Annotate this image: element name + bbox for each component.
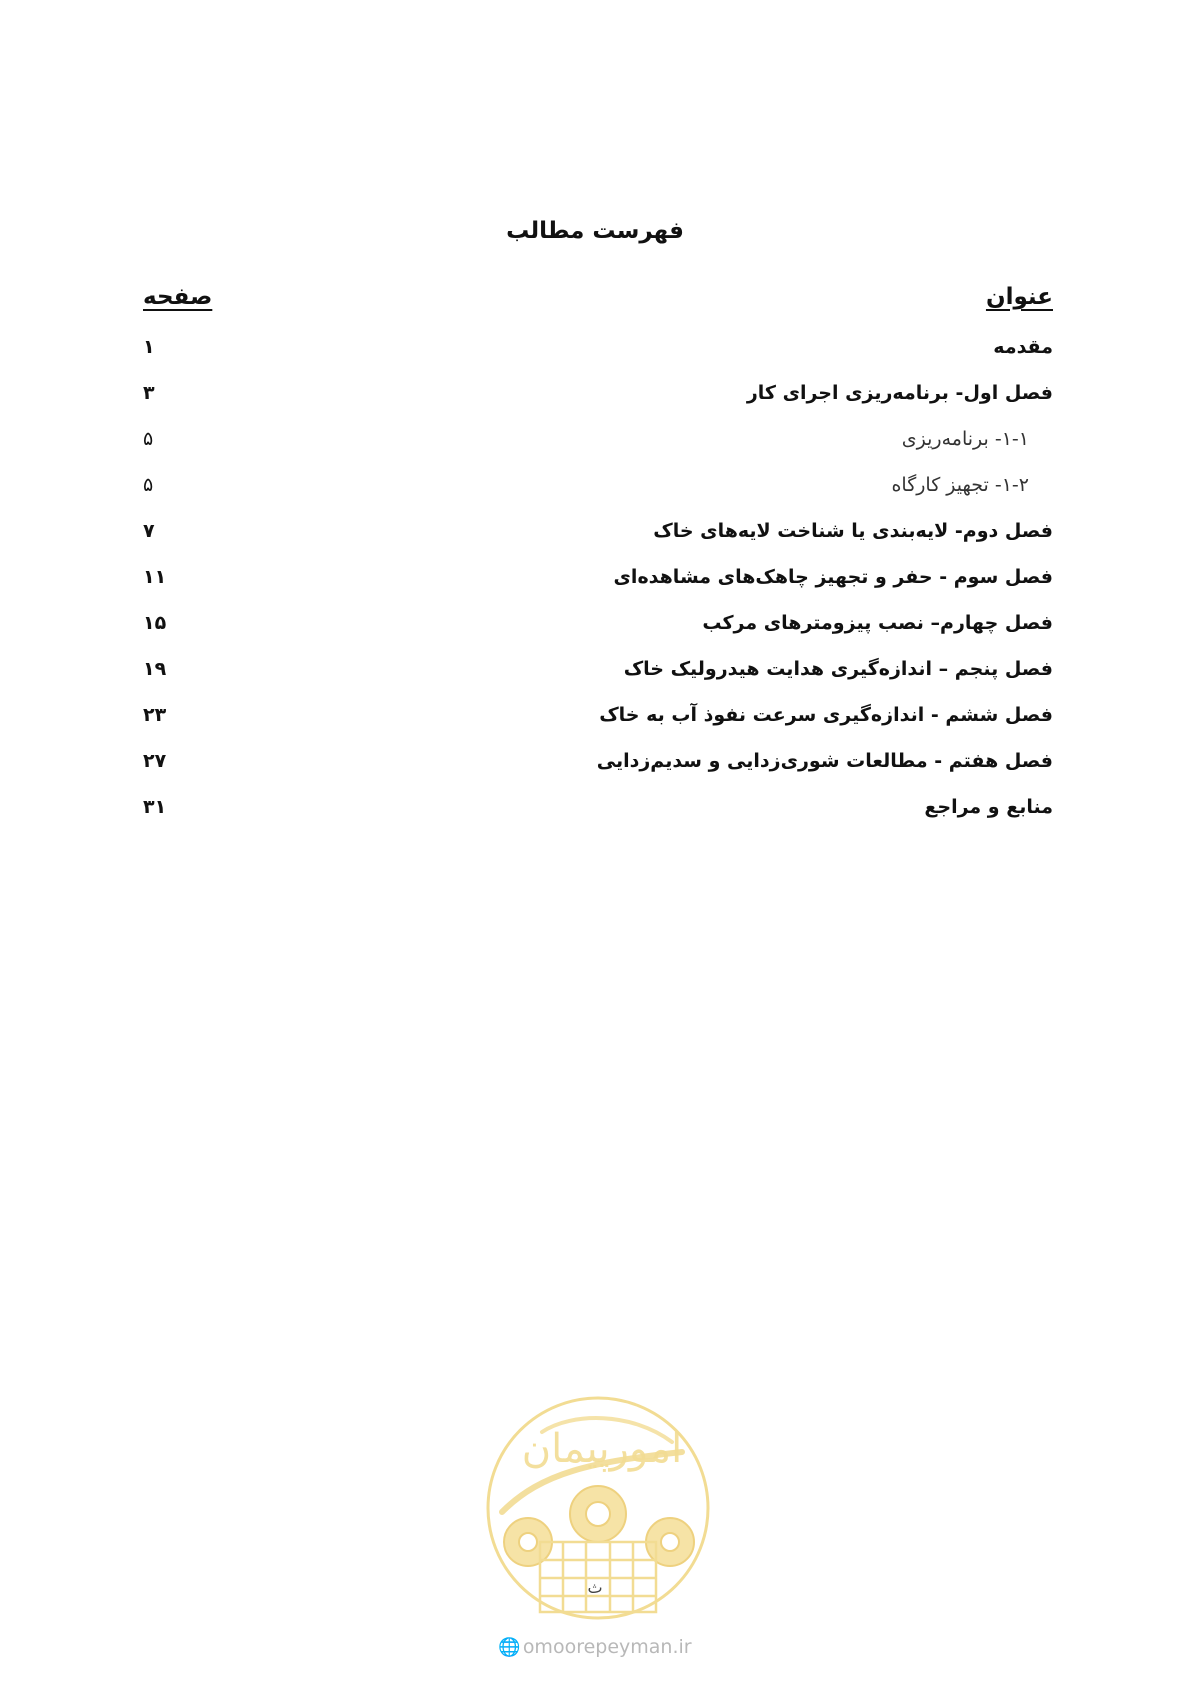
watermark-logo-text: امورپیمان bbox=[521, 1426, 683, 1472]
toc-header-title: عنوان bbox=[985, 284, 1053, 310]
toc-entry-label: ۱-۲- تجهیز کارگاه bbox=[891, 474, 1029, 496]
toc-entry-page: ۵ bbox=[143, 474, 154, 496]
toc-entry-chapter-3[interactable] bbox=[143, 562, 1053, 608]
toc-entry-chapter-5[interactable] bbox=[143, 654, 1053, 700]
toc-entry-page: ۱۹ bbox=[143, 658, 167, 680]
toc-entry-label: منابع و مراجع bbox=[924, 796, 1053, 818]
toc-entry-label: مقدمه bbox=[993, 336, 1053, 358]
toc-entry-chapter-1[interactable] bbox=[143, 378, 1053, 424]
toc-entry-label: فصل هفتم - مطالعات شوری‌زدایی و سدیم‌زدایی bbox=[596, 750, 1053, 772]
watermark-url-text: omoorepeyman.ir bbox=[522, 1636, 692, 1658]
toc-title: فهرست مطالب bbox=[506, 218, 684, 244]
toc-entry-label: فصل پنجم – اندازه‌گیری هدایت هیدرولیک خاک bbox=[623, 658, 1053, 680]
toc-entry-section-1-1[interactable] bbox=[143, 424, 1053, 470]
toc-entry-chapter-4[interactable] bbox=[143, 608, 1053, 654]
toc-entry-page: ۳ bbox=[143, 382, 155, 404]
toc-list bbox=[143, 332, 1053, 838]
globe-icon: 🌐 bbox=[498, 1637, 521, 1658]
page-number: ث bbox=[587, 1578, 603, 1597]
toc-entry-page: ۱ bbox=[143, 336, 155, 358]
toc-entry-label: فصل چهارم– نصب پیزومترهای مرکب bbox=[702, 612, 1053, 634]
toc-entry-chapter-7[interactable] bbox=[143, 746, 1053, 792]
toc-entry-page: ۳۱ bbox=[143, 796, 167, 818]
toc-entry-label: فصل ششم - اندازه‌گیری سرعت نفوذ آب به خاک bbox=[599, 704, 1053, 726]
toc-entry-introduction[interactable] bbox=[143, 332, 1053, 378]
toc-entry-chapter-2[interactable] bbox=[143, 516, 1053, 562]
toc-header-row bbox=[143, 284, 1053, 318]
toc-entry-page: ۲۳ bbox=[143, 704, 167, 726]
toc-entry-page: ۱۵ bbox=[143, 612, 167, 634]
toc-entry-references[interactable] bbox=[143, 792, 1053, 838]
watermark-url bbox=[0, 1636, 1190, 1658]
toc-entry-label: فصل دوم- لایه‌بندی یا شناخت لایه‌های خاک bbox=[653, 520, 1053, 542]
toc-entry-page: ۲۷ bbox=[143, 750, 167, 772]
toc-entry-page: ۷ bbox=[143, 520, 155, 542]
toc-entry-page: ۵ bbox=[143, 428, 154, 450]
toc-entry-label: ۱-۱- برنامه‌ریزی bbox=[901, 428, 1029, 450]
toc-entry-chapter-6[interactable] bbox=[143, 700, 1053, 746]
toc-entry-section-1-2[interactable] bbox=[143, 470, 1053, 516]
toc-entry-label: فصل اول- برنامه‌ریزی اجرای کار bbox=[746, 382, 1053, 404]
toc-header-page: صفحه bbox=[143, 284, 213, 310]
toc-entry-label: فصل سوم - حفر و تجهیز چاهک‌های مشاهده‌ای bbox=[613, 566, 1053, 588]
toc-entry-page: ۱۱ bbox=[143, 566, 167, 588]
